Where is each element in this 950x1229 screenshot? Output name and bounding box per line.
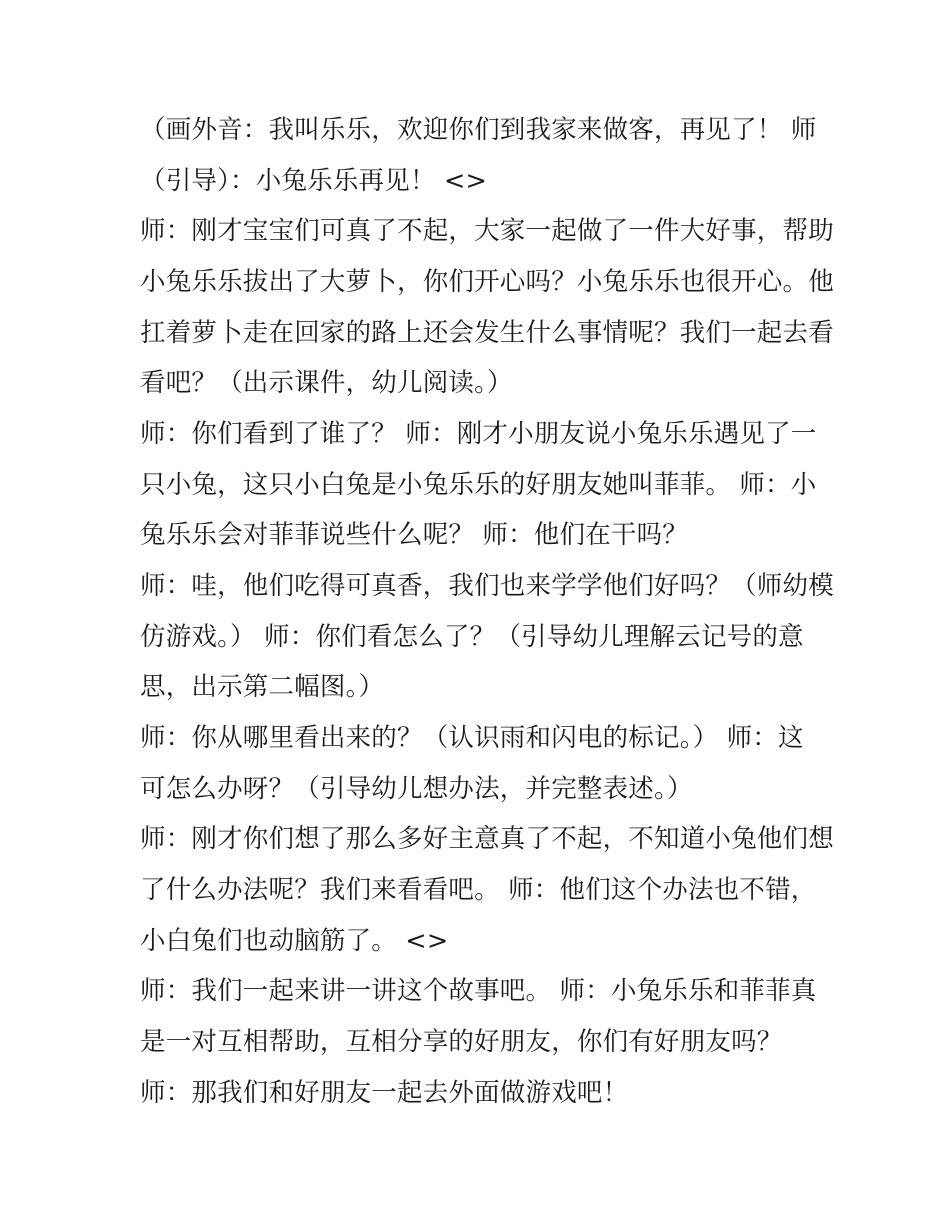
text-line: 只小兔，这只小白兔是小兔乐乐的好朋友她叫菲菲。 师：小 [140,470,817,500]
text-line: 师：刚才宝宝们可真了不起，大家一起做了一件大好事，帮助 [140,216,834,246]
text-line: 师：你从哪里看出来的？（认识雨和闪电的标记。） 师：这 [140,723,804,753]
text-line: 仿游戏。） 师：你们看怎么了？（引导幼儿理解云记号的意 [140,622,804,652]
text-line: 师：哇，他们吃得可真香，我们也来学学他们好吗？（师幼模 [140,571,834,601]
text-line: （引导）：小兔乐乐再见！ <> [140,166,488,196]
text-line: 是一对互相帮助，互相分享的好朋友，你们有好朋友吗？ [140,1027,783,1057]
text-line: 思，出示第二幅图。） [140,672,385,702]
text-line: 兔乐乐会对菲菲说些什么呢？ 师：他们在干吗？ [140,520,689,550]
text-line: 看吧？（出示课件，幼儿阅读。） [140,368,513,398]
text-line: 师：你们看到了谁了？ 师：刚才小朋友说小兔乐乐遇见了一 [140,419,817,449]
text-line: 师：那我们和好朋友一起去外面做游戏吧！ [140,1078,629,1108]
text-line: 小白兔们也动脑筋了。 <> [140,926,449,956]
text-line: 小兔乐乐拔出了大萝卜，你们开心吗？小兔乐乐也很开心。他 [140,267,834,297]
text-line: 了什么办法呢？我们来看看吧。 师：他们这个办法也不错， [140,875,817,905]
text-line: 可怎么办呀？（引导幼儿想办法，并完整表述。） [140,774,693,804]
text-line: 师：我们一起来讲一讲这个故事吧。 师：小兔乐乐和菲菲真 [140,976,817,1006]
text-line: （画外音：我叫乐乐，欢迎你们到我家来做客，再见了！ 师 [140,115,817,145]
text-line: 扛着萝卜走在回家的路上还会发生什么事情呢？我们一起去看 [140,318,834,348]
text-line: 师：刚才你们想了那么多好主意真了不起，不知道小兔他们想 [140,824,834,854]
